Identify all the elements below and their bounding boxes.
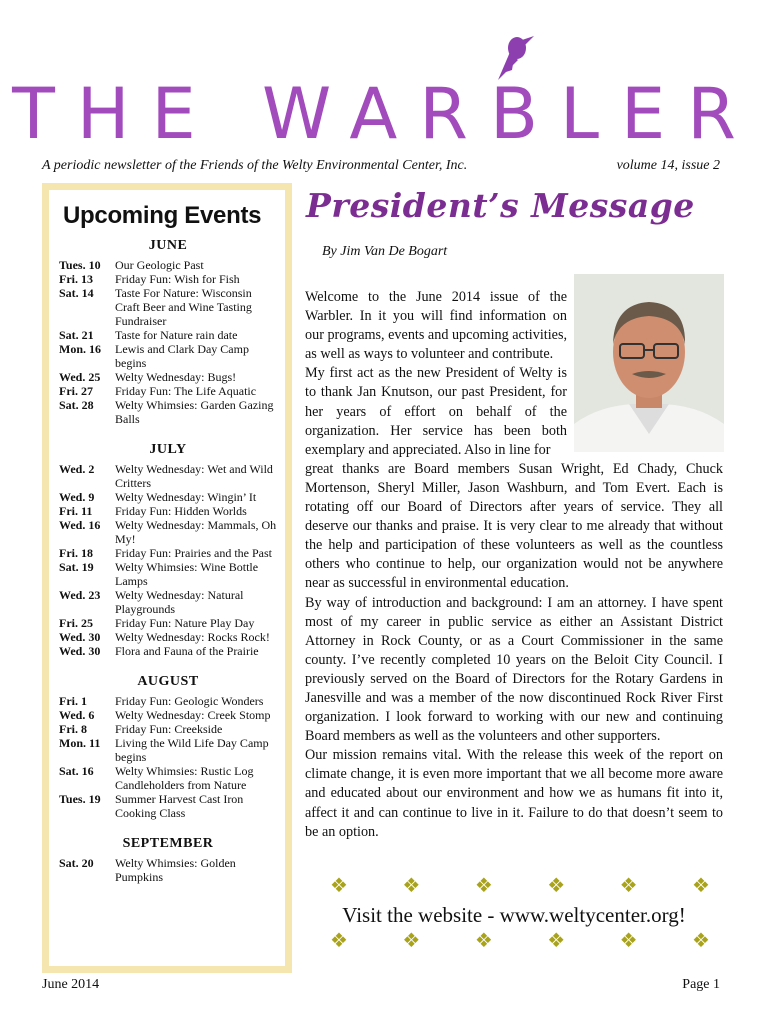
event-date: Sat. 16 [59, 764, 94, 778]
website-callout: Visit the website - www.weltycenter.org! [342, 903, 686, 927]
masthead [0, 30, 770, 160]
article-paragraph: My first act as the new President of Welty is to thank Jan Knutson, our past President, for her years of effort on behalf of the organization. Her service has been both exemplary and appreciated. Also in line for [305, 365, 567, 458]
diamond-ornament-icon: ❖ [330, 930, 348, 952]
event-title: Welty Wednesday: Creek Stomp [115, 708, 271, 722]
diamond-ornament-icon: ❖ [619, 930, 638, 952]
upcoming-events-title: Upcoming Events [63, 202, 262, 229]
event-title: Living the Wild Life Day Camp begins [115, 736, 269, 764]
upcoming-events-box [42, 183, 292, 973]
event-title: Welty Wednesday: Mammals, Oh My! [115, 518, 277, 546]
footer-page: Page 1 [682, 977, 720, 992]
event-date: Sat. 21 [59, 328, 94, 342]
event-date: Fri. 13 [59, 272, 93, 286]
article-title: President’s Message [306, 186, 695, 225]
event-date: Sat. 19 [59, 560, 94, 574]
article-intro [305, 288, 567, 460]
event-item [59, 722, 277, 736]
volume-issue: volume 14, issue 2 [616, 158, 720, 173]
event-title: Our Geologic Past [115, 258, 204, 272]
event-item [59, 630, 277, 644]
masthead-logo [0, 30, 770, 160]
event-title: Friday Fun: Prairies and the Past [115, 546, 272, 560]
diamond-ornament-icon: ❖ [619, 875, 638, 897]
event-date: Sat. 20 [59, 856, 94, 870]
event-item [59, 490, 277, 504]
event-date: Sat. 28 [59, 398, 94, 412]
event-item [59, 328, 277, 342]
diamond-ornament-icon: ❖ [474, 875, 493, 897]
event-item [59, 398, 277, 426]
event-date: Tues. 10 [59, 258, 101, 272]
event-title: Summer Harvest Cast Iron Cooking Class [115, 792, 244, 820]
event-date: Fri. 8 [59, 722, 87, 736]
event-title: Flora and Fauna of the Prairie [115, 644, 259, 658]
event-date: Fri. 18 [59, 546, 93, 560]
article-paragraph: Welcome to the June 2014 issue of the Warbler. In it you will find information on our programs, events and upcoming activities, as well as ways to volunteer and contribute. [305, 289, 568, 363]
event-title: Welty Wednesday: Wet and Wild Critters [115, 462, 273, 490]
event-item [59, 546, 277, 560]
article-body [305, 288, 723, 842]
event-date: Mon. 11 [59, 736, 101, 750]
event-date: Wed. 16 [59, 518, 101, 532]
event-title: Lewis and Clark Day Camp begins [115, 342, 249, 370]
diamond-ornament-icon: ❖ [402, 875, 421, 897]
event-title: Welty Wednesday: Natural Playgrounds [115, 588, 244, 616]
upcoming-events-content [49, 190, 285, 966]
event-item [59, 384, 277, 398]
diamond-ornament-icon: ❖ [692, 875, 710, 897]
event-date: Wed. 6 [59, 708, 95, 722]
event-title: Friday Fun: Creekside [115, 722, 223, 736]
diamond-ornament-icon: ❖ [402, 930, 421, 952]
event-date: Wed. 30 [59, 630, 101, 644]
event-title: Welty Whimsies: Rustic Log Candleholders from Nature [115, 764, 254, 792]
event-item [59, 286, 277, 328]
event-item [59, 736, 277, 764]
diamond-ornament-icon: ❖ [474, 930, 493, 952]
event-title: Taste For Nature: Wisconsin Craft Beer and Wine Tasting Fundraiser [115, 286, 252, 328]
month-heading: SEPTEMBER [122, 836, 214, 851]
newsletter-title: THE WARBLER [12, 73, 758, 155]
article-paragraph: By way of introduction and background: I am an attorney. I have spent most of my career in public service as either an Assistant District Attorney in Rock County, or as a Court Commissioner in the same county. I’ve recently completed 10 years on the Beloit City Council. I previously served on the Board of Directors for the Rotary Gardens in Janesville and was a member of the now discontinued Rock River First organization. I look forward to working with our new and continuing Board members as well as the volunteers and other supporters. [305, 594, 723, 745]
event-title: Friday Fun: Geologic Wonders [115, 694, 264, 708]
event-title: Friday Fun: Hidden Worlds [115, 504, 247, 518]
event-item [59, 616, 277, 630]
event-date: Wed. 25 [59, 370, 101, 384]
tagline: A periodic newsletter of the Friends of the Welty Environmental Center, Inc. [42, 158, 468, 173]
event-title: Welty Whimsies: Garden Gazing Balls [115, 398, 274, 426]
event-title: Taste for Nature rain date [115, 328, 238, 342]
diamond-ornament-icon: ❖ [547, 875, 566, 897]
event-title: Friday Fun: Nature Play Day [115, 616, 255, 630]
article-paragraph: Our mission remains vital. With the release this week of the report on climate change, it is even more important that we all become more aware and educated about our environment and how we as humans fit into it, affect it and can continue to live in it. Failure to do that doesn’t seem to be an option. [305, 747, 723, 840]
event-item [59, 708, 277, 722]
event-item [59, 258, 277, 272]
event-title: Welty Whimsies: Wine Bottle Lamps [115, 560, 259, 588]
event-title: Friday Fun: Wish for Fish [115, 272, 240, 286]
diamond-row-bottom [330, 928, 710, 953]
event-item [59, 792, 277, 820]
diamond-row-top [330, 873, 710, 898]
event-date: Sat. 14 [59, 286, 94, 300]
event-date: Fri. 1 [59, 694, 87, 708]
month-heading: JULY [149, 442, 187, 457]
event-item [59, 644, 277, 658]
event-date: Fri. 11 [59, 504, 93, 518]
event-date: Fri. 27 [59, 384, 93, 398]
event-item [59, 560, 277, 588]
event-title: Welty Whimsies: Golden Pumpkins [115, 856, 236, 884]
footer-date: June 2014 [42, 977, 100, 992]
diamond-ornament-icon: ❖ [330, 875, 348, 897]
event-title: Welty Wednesday: Wingin’ It [115, 490, 257, 504]
event-item [59, 342, 277, 370]
event-item [59, 462, 277, 490]
diamond-ornament-icon: ❖ [692, 930, 710, 952]
diamond-ornament-icon: ❖ [547, 930, 566, 952]
event-date: Wed. 23 [59, 588, 101, 602]
event-date: Wed. 9 [59, 490, 95, 504]
event-item [59, 504, 277, 518]
event-item [59, 518, 277, 546]
event-title: Welty Wednesday: Bugs! [115, 370, 237, 384]
event-date: Fri. 25 [59, 616, 93, 630]
event-item [59, 370, 277, 384]
event-item [59, 764, 277, 792]
event-item [59, 272, 277, 286]
article-byline: By Jim Van De Bogart [322, 244, 448, 259]
event-item [59, 694, 277, 708]
event-item [59, 588, 277, 616]
article-main [305, 460, 723, 842]
event-date: Mon. 16 [59, 342, 101, 356]
event-item [59, 856, 277, 884]
month-heading: JUNE [148, 238, 188, 253]
event-date: Wed. 30 [59, 644, 101, 658]
month-heading: AUGUST [137, 674, 199, 689]
event-title: Friday Fun: The Life Aquatic [115, 384, 257, 398]
article-paragraph: great thanks are Board members Susan Wright, Ed Chady, Chuck Mortenson, Sheryl Miller, Jason Washburn, and Tom Evert. Each is rotating off our Board of Directors after years of service. They all deserve our thanks and praise. It is very clear to me already that without the help and participation of these volunteers as well as the countless others who continue to help, our organization would not be anywhere near as successful in environmental education. [305, 460, 723, 592]
event-title: Welty Wednesday: Rocks Rock! [115, 630, 270, 644]
event-date: Tues. 19 [59, 792, 101, 806]
event-date: Wed. 2 [59, 462, 95, 476]
